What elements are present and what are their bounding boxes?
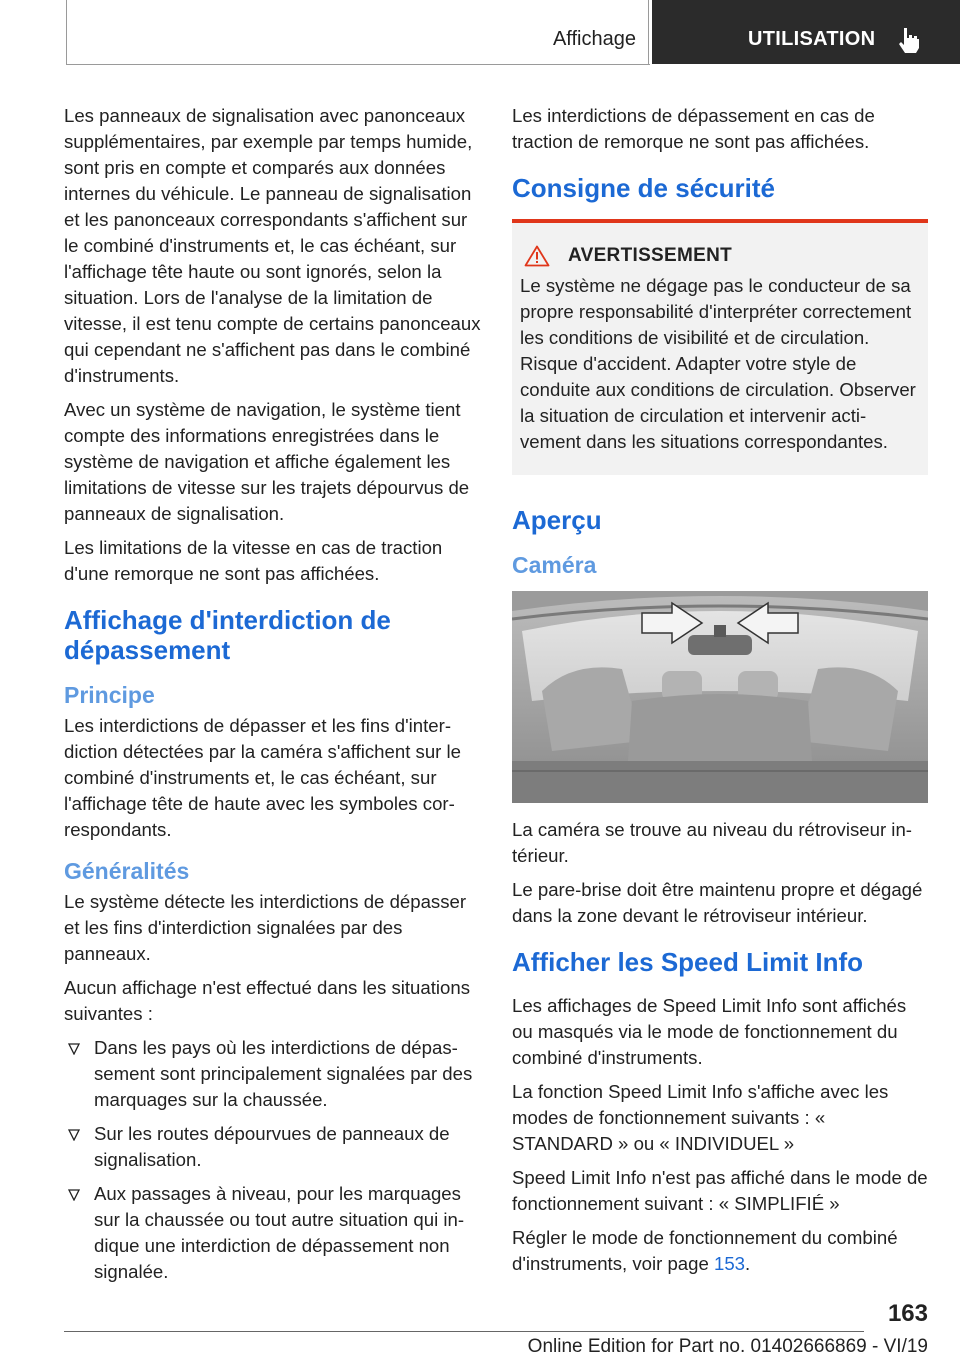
page-link[interactable]: 153: [713, 1253, 746, 1274]
paragraph-generalites-1: Le système détecte les interdictions de dépasser et les fins d'interdiction signalées par des panneaux.: [64, 891, 467, 964]
triangle-bullet-icon: [68, 1129, 80, 1141]
list-item: [64, 1181, 482, 1285]
paragraph-navigation: Avec un système de navigation, le système tient compte des informations enregistrées dans le système de navigation et affiche également les limitations de vitesse sur les trajets dépourvus de panneaux de signalisation.: [64, 399, 470, 524]
header-left-rule: [66, 0, 67, 64]
header-bottom-rule: [66, 64, 650, 65]
paragraph-show-3: Speed Limit Info n'est pas affiché dans le mode de fonctionnement suivant : « SIMPLIFIÉ »: [512, 1167, 928, 1214]
paragraph-show-2: La fonction Speed Limit Info s'affiche avec les modes de fonctionnement suivants : « STANDARD » ou « INDIVIDUEL »: [512, 1081, 889, 1154]
heading-generalites: Généralités: [64, 858, 190, 884]
right-column: [512, 103, 928, 1285]
list-item-text: Sur les routes dépourvues de panneaux de signalisation.: [94, 1123, 450, 1170]
list-item: [64, 1121, 482, 1173]
heading-safety: Consigne de sécurité: [512, 173, 775, 203]
header-section-title: Affichage: [552, 28, 636, 50]
triangle-bullet-icon: [68, 1043, 80, 1055]
warning-header: [520, 245, 920, 267]
list-item-text: Aux passages à niveau, pour les marquages sur la chaussée ou tout autre situation qui indique une interdiction de dépassement non signalée.: [94, 1183, 465, 1282]
paragraph-show-4-end: .: [745, 1253, 751, 1274]
car-interior-illustration: [512, 591, 928, 803]
list-item: [64, 1035, 482, 1113]
warning-text: Le système ne dégage pas le conducteur de sa propre responsabilité d'interpréter correctement les conditions de visibilité et de circulation. Risque d'accident. Adapter votre style de conduite aux conditions de circulation. Observer la situation de circulation et intervenir activement dans les situations correspondantes.: [520, 275, 916, 452]
paragraph-principe: Les interdictions de dépasser et les fins d'interdiction détectées par la caméra s'affichent sur le combiné d'instruments et, le cas échéant, sur l'affichage tête de haute avec les symboles correspondants.: [64, 715, 461, 840]
paragraph-show-4: [512, 1225, 928, 1277]
paragraph-windshield: Le pare-brise doit être maintenu propre et dégagé dans la zone devant le rétroviseur intérieur.: [512, 879, 923, 926]
paragraph-show-4-text: Régler le mode de fonctionnement du combiné d'instruments, voir page: [512, 1227, 898, 1274]
heading-overtake-display: Affichage d'interdiction de dépassement: [64, 605, 391, 665]
paragraph-panonceaux: Les panneaux de signalisation avec panonceaux supplémentaires, par exemple par temps humide, sont pris en compte et comparés aux données internes du véhicule. Le panneau de signalisation et les panonceaux correspondants s'affichent sur le combiné d'instruments et, le cas échéant, sur l'affichage tête haute ou sont ignorés, selon la situation. Lors de l'analyse de la limitation de vitesse, il est tenu compte de certains panonceaux qui cependant ne s'affichent pas dans le combiné d'instruments.: [64, 105, 481, 386]
triangle-bullet-icon: [68, 1189, 80, 1201]
footer-edition: Online Edition for Part no. 01402666869 - VI/19: [527, 1336, 928, 1357]
heading-camera: Caméra: [512, 552, 597, 578]
header-chapter-label: UTILISATION: [748, 28, 876, 50]
page-number: 163: [887, 1300, 928, 1327]
warning-box: [512, 219, 928, 475]
heading-show-speed-limit: Afficher les Speed Limit Info: [512, 947, 864, 977]
footer-rule: [64, 1331, 864, 1332]
paragraph-camera-position: La caméra se trouve au niveau du rétroviseur intérieur.: [512, 819, 912, 866]
warning-triangle-icon: [524, 245, 550, 267]
list-item-text: Dans les pays où les interdictions de dépassement sont principalement signalées par des marquages sur la chaussée.: [94, 1037, 473, 1110]
left-column: [64, 103, 482, 1293]
heading-apercu: Aperçu: [512, 505, 602, 535]
hand-pointer-icon: [896, 26, 922, 54]
situations-list: [64, 1035, 482, 1285]
heading-principe: Principe: [64, 682, 155, 708]
paragraph-generalites-2: Aucun affichage n'est effectué dans les situations suivantes :: [64, 977, 471, 1024]
camera-location-image: [512, 591, 928, 803]
paragraph-show-1: Les affichages de Speed Limit Info sont affichés ou masqués via le mode de fonctionnement du combiné d'instruments.: [512, 995, 907, 1068]
paragraph-remorque-overtake: Les interdictions de dépassement en cas de traction de remorque ne sont pas affichées.: [512, 105, 875, 152]
warning-title: AVERTISSEMENT: [568, 245, 733, 266]
header-divider: [648, 0, 649, 64]
paragraph-remorque: Les limitations de la vitesse en cas de traction d'une remorque ne sont pas affichées.: [64, 537, 443, 584]
